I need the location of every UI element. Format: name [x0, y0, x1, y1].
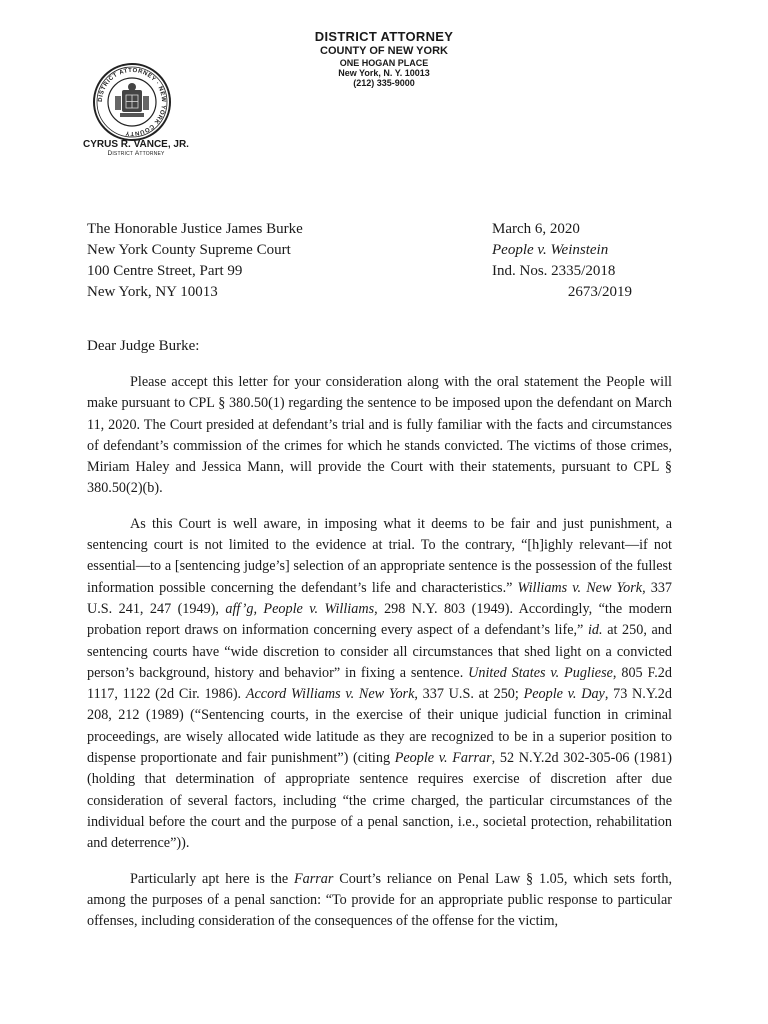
indictment-numbers: Ind. Nos. 2335/2018: [492, 263, 616, 279]
indictment-number-2: 2673/2019: [567, 284, 632, 300]
recipient-line-1: The Honorable Justice James Burke: [87, 221, 303, 237]
seal-text: DISTRICT ATTORNEY · NEW YORK COUNTY: [97, 67, 167, 137]
paragraph-3: Particularly apt here is the Farrar Court’s reliance on Penal Law § 1.05, which sets forth, among the purposes of a penal sanction: “To provide for an appropriate public response to particular offenses, including consideration of the consequences of the offense for the victim,: [87, 870, 672, 930]
recipient-line-3: 100 Centre Street, Part 99: [87, 263, 243, 279]
case-name: People v. Weinstein: [492, 242, 609, 258]
paragraph-2: As this Court is well aware, in imposing what it deems to be fair and just punishment, a sentencing court is not limited to the evidence at trial. To the contrary, “[h]ighly relevant—if not essential—to a [sentencing judge’s] selection of an appropriate sentence is the possession of the fullest information possible concerning the defendant’s life and characteristics.” Williams v. New York, 337 U.S. 241, 247 (1949), aff’g, People v. Williams, 298 N.Y. 803 (1949). Accordingly, “the modern probation report draws on information concerning every aspect of a defendant’s life,” id. at 250, and sentencing courts have “wide discretion to consider all circumstances that shed light on a convicted person’s background, history and behavior” in fixing a sentence. United States v. Pugliese, 805 F.2d 1117, 1122 (2d Cir. 1986). Accord Williams v. New York, 337 U.S. at 250; People v. Day, 73 N.Y.2d 208, 212 (1989) (“Sentencing courts, in the exercise of their unique judicial function in criminal proceedings, are wisely allocated wide latitude as they are recognized to be in a superior position to dispense proportionate and fair punishment”) (citing People v. Farrar, 52 N.Y.2d 302-305-06 (1981) (holding that determination of appropriate sentence requires exercise of discretion after due consideration of several factors, including “the crime charged, the particular circumstances of the individual before the court and the purpose of a penal sanction, i.e., societal protection, rehabilitation and deterrence”)).: [87, 515, 673, 852]
letterhead-street: ONE HOGAN PLACE: [339, 57, 429, 68]
salutation: Dear Judge Burke:: [87, 338, 200, 354]
signatory-name: CYRUS R. VANCE, JR.: [83, 139, 189, 150]
reference-block: [492, 219, 632, 303]
letterhead-county: COUNTY OF NEW YORK: [320, 44, 448, 57]
letter-body: [87, 372, 672, 932]
district-attorney-seal-icon: [92, 62, 172, 142]
letter-date: March 6, 2020: [492, 221, 580, 237]
recipient-address: [87, 219, 303, 303]
letterhead-title: DISTRICT ATTORNEY: [314, 29, 454, 44]
signatory-block: [78, 140, 194, 157]
signatory-title: District Attorney: [107, 149, 165, 157]
recipient-line-2: New York County Supreme Court: [87, 242, 291, 258]
letterhead-city: New York, N. Y. 10013: [338, 67, 430, 78]
recipient-line-4: New York, NY 10013: [87, 284, 218, 300]
letterhead-phone: (212) 335-9000: [353, 78, 415, 89]
paragraph-1: Please accept this letter for your consideration along with the oral statement the People will make pursuant to CPL § 380.50(1) regarding the sentence to be imposed upon the defendant on March 11, 2020. The Court presided at defendant’s trial and is fully familiar with the facts and circumstances of defendant’s commission of the crimes for which he stands convicted. The victims of those crimes, Miriam Haley and Jessica Mann, will provide the Court with their statements, pursuant to CPL § 380.50(2)(b).: [87, 374, 672, 497]
